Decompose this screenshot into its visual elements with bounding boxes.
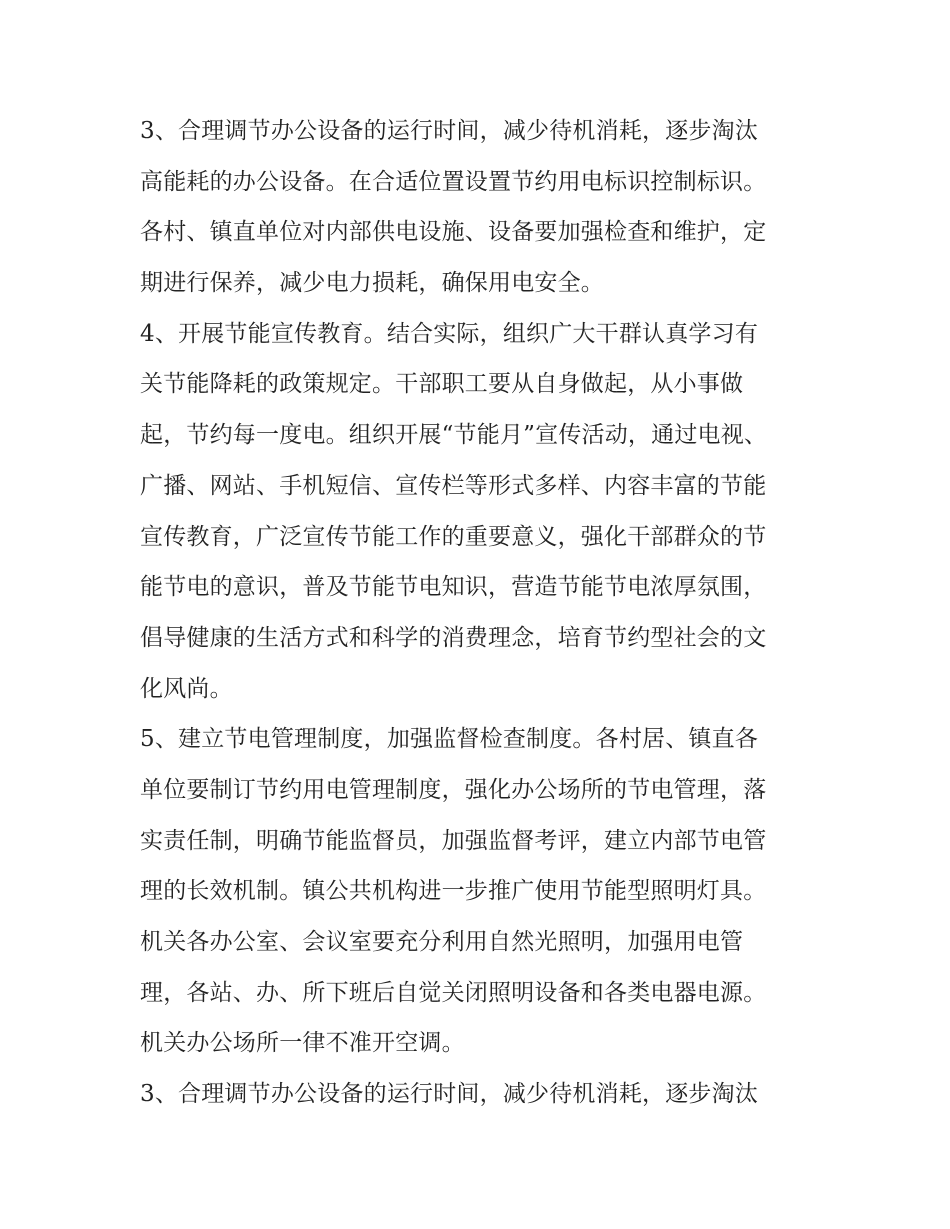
text-line: 5、建立节电管理制度，加强监督检查制度。各村居、镇直各 <box>140 726 759 753</box>
text-line: 机关办公场所一律不准开空调。 <box>140 1030 465 1057</box>
text-line: 期进行保养，减少电力损耗，确保用电安全。 <box>140 270 604 297</box>
text-line: 倡导健康的生活方式和科学的消费理念，培育节约型社会的文 <box>140 624 767 651</box>
text-line: 高能耗的办公设备。在合适位置设置节约用电标识控制标识。 <box>140 168 767 195</box>
document-body <box>140 106 812 1120</box>
text-line: 3、合理调节办公设备的运行时间，减少待机消耗，逐步淘汰 <box>140 118 759 144</box>
text-line: 广播、网站、手机短信、宣传栏等形式多样、内容丰富的节能 <box>140 472 767 499</box>
text-line: 化风尚。 <box>140 675 233 702</box>
text-line: 起，节约每一度电。组织开展“节能月”宣传活动，通过电视、 <box>140 422 768 449</box>
text-line: 各村、镇直单位对内部供电设施、设备要加强检查和维护，定 <box>140 219 767 246</box>
text-line: 关节能降耗的政策规定。干部职工要从自身做起，从小事做 <box>140 371 744 398</box>
text-line: 单位要制订节约用电管理制度，强化办公场所的节电管理，落 <box>140 776 767 803</box>
text-line: 能节电的意识，普及节能节电知识，营造节能节电浓厚氛围， <box>140 574 767 601</box>
text-line: 理，各站、办、所下班后自觉关闭照明设备和各类电器电源。 <box>140 979 767 1006</box>
text-line: 实责任制，明确节能监督员，加强监督考评，建立内部节电管 <box>140 827 767 854</box>
text-line: 理的长效机制。镇公共机构进一步推广使用节能型照明灯具。 <box>140 878 767 905</box>
text-line: 4、开展节能宣传教育。结合实际，组织广大干群认真学习有 <box>140 320 759 347</box>
text-line: 3、合理调节办公设备的运行时间，减少待机消耗，逐步淘汰 <box>140 1081 759 1108</box>
text-line: 宣传教育，广泛宣传节能工作的重要意义，强化干部群众的节 <box>140 523 767 550</box>
text-line: 机关各办公室、会议室要充分利用自然光照明，加强用电管 <box>140 929 744 955</box>
